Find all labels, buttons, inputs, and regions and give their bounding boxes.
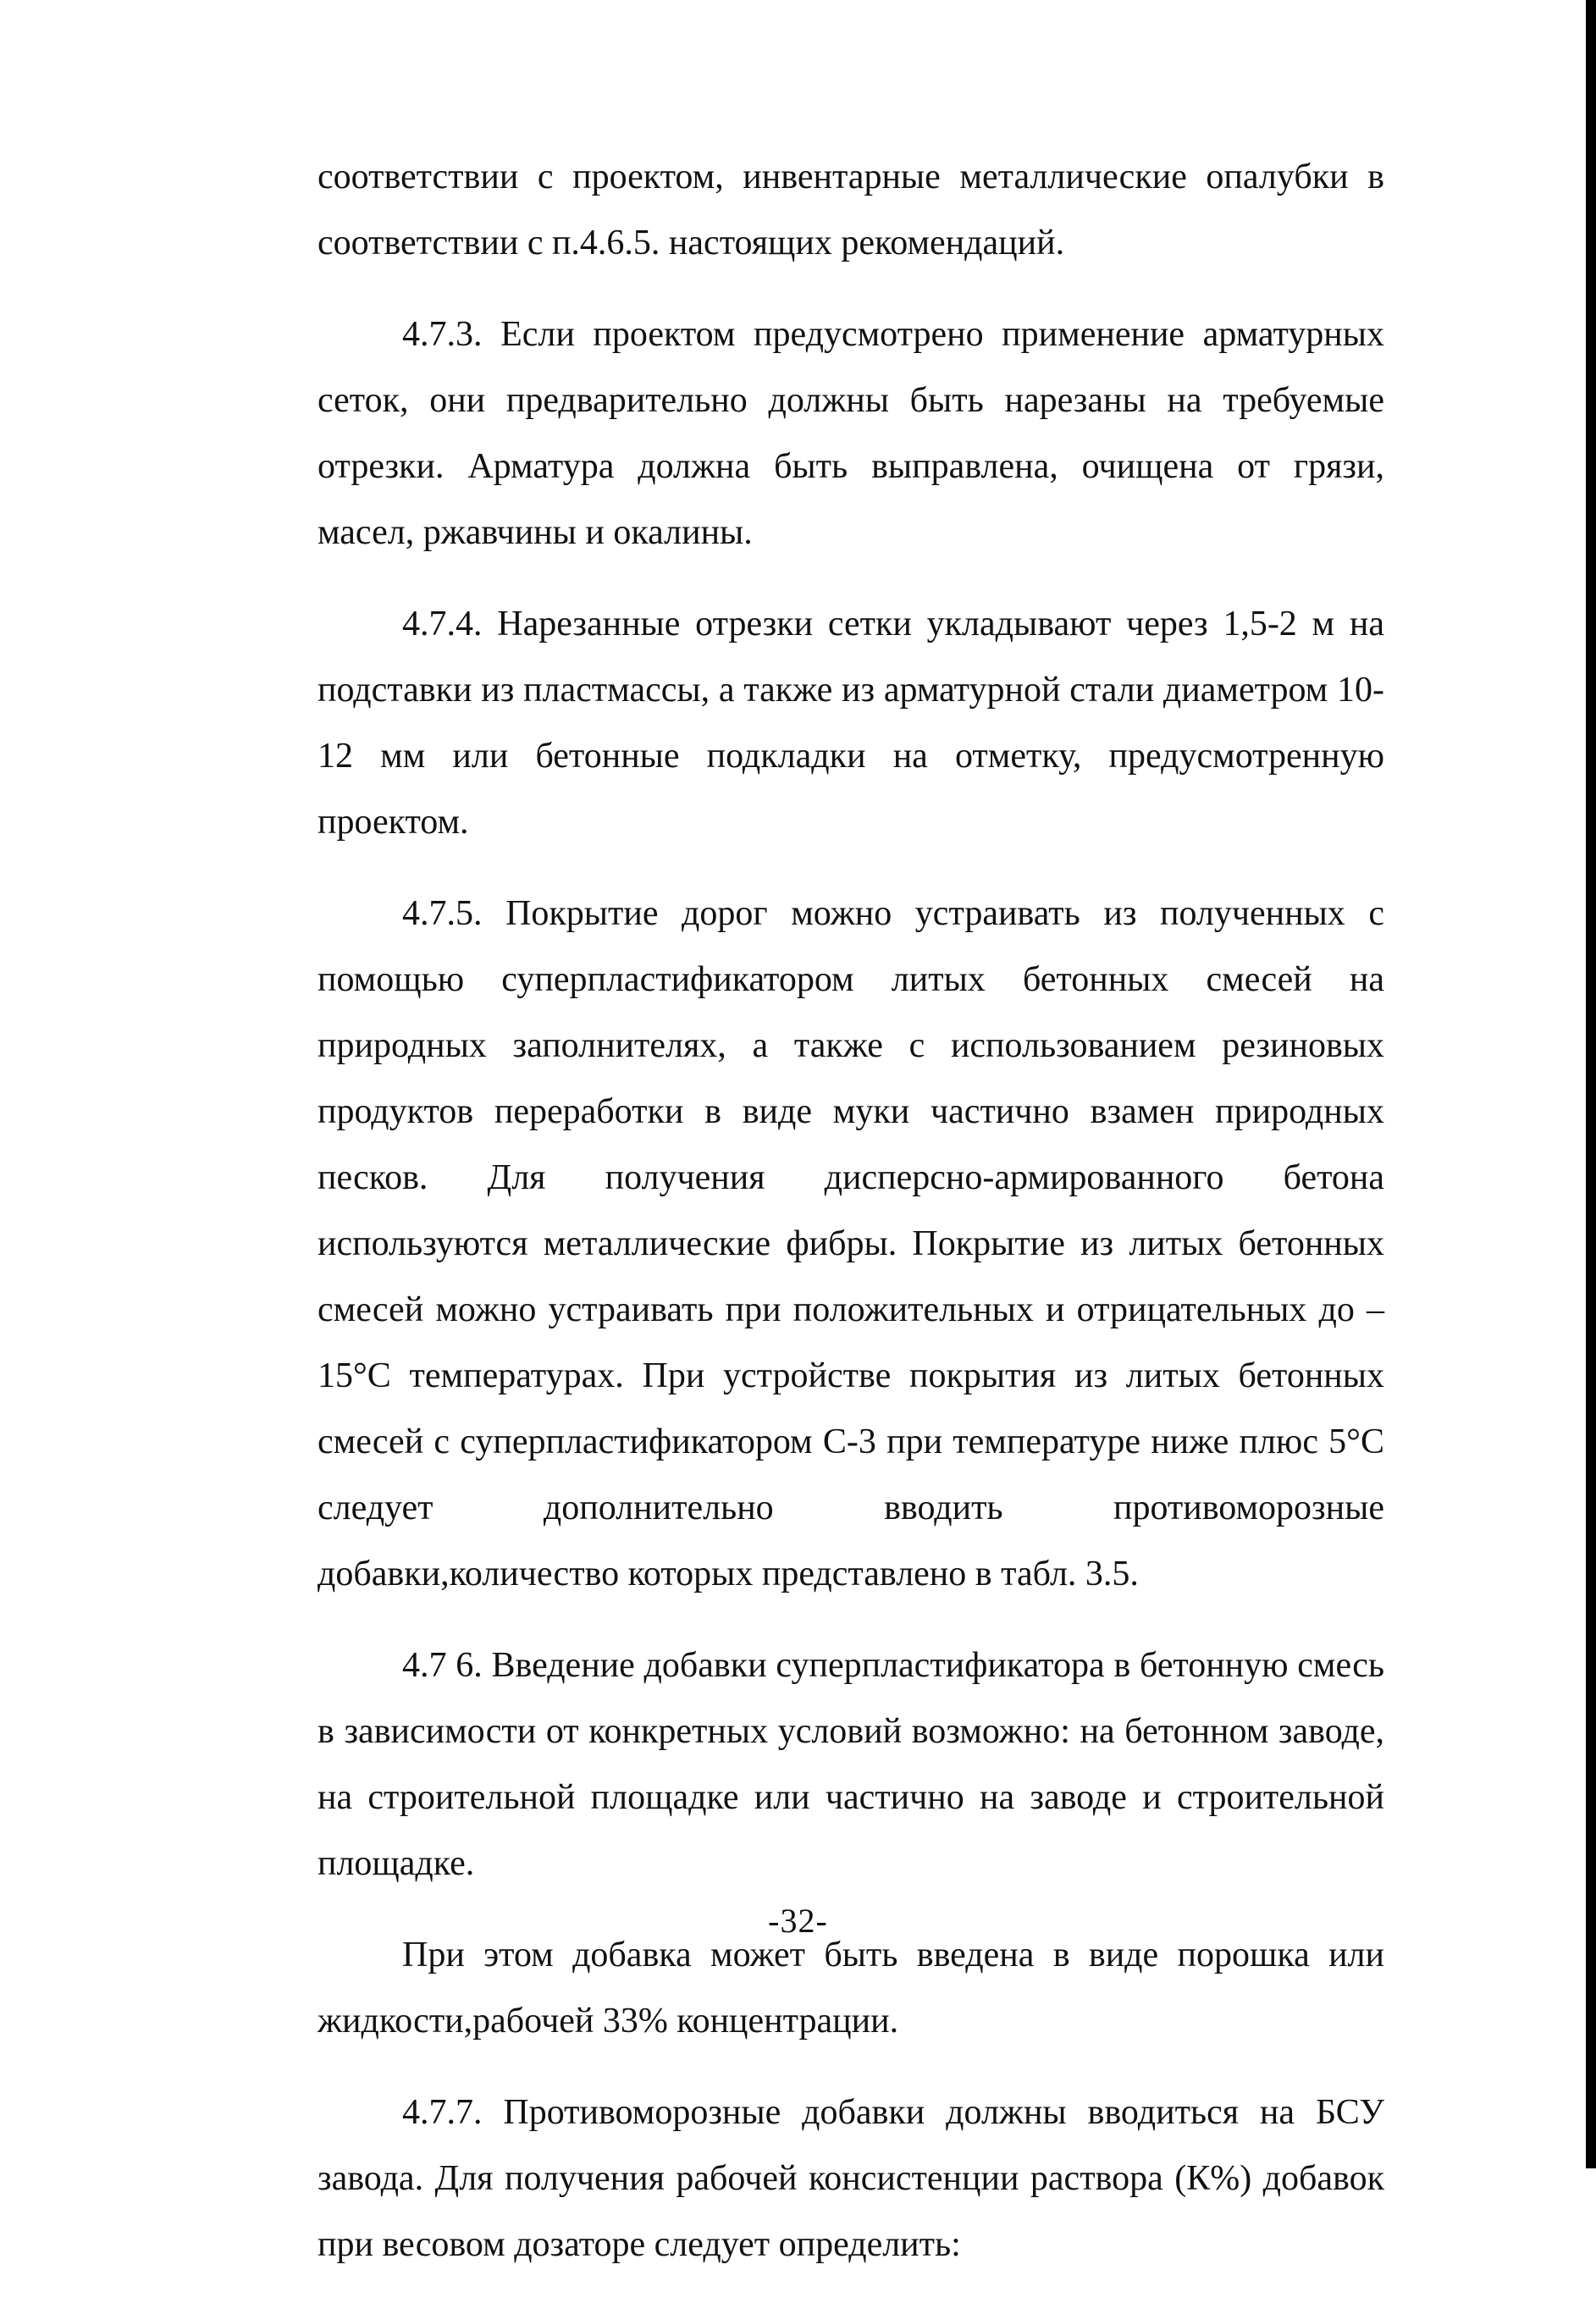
paragraph-4-7-7: 4.7.7. Противоморозные добавки должны вводиться на БСУ завода. Для получения рабочей консистенции раствора (К%) добавок при весовом дозаторе следует определить: — [318, 2093, 1384, 2264]
paragraph-additive-form: При этом добавка может быть введена в виде порошка или жидкости,рабочей 33% концентрации. — [318, 1936, 1384, 2041]
scan-edge-border — [1586, 0, 1596, 2168]
paragraph-4-7-6: 4.7 6. Введение добавки суперпластификатора в бетонную смесь в зависимости от конкретных условий возможно: на бетонном заводе, на строительной площадке или частично на заводе и строительной площадке. — [318, 1646, 1384, 1883]
paragraph-4-7-3: 4.7.3. Если проектом предусмотрено применение арматурных сеток, они предварительно должны быть нарезаны на требуемые отрезки. Арматура должна быть выправлена, очищена от грязи, масел, ржавчины и окалины. — [318, 315, 1384, 552]
paragraph-continuation: соответствии с проектом, инвентарные металлические опалубки в соответствии с п.4.6.5. настоящих рекомендаций. — [318, 157, 1384, 262]
paragraph-4-7-5: 4.7.5. Покрытие дорог можно устраивать из полученных с помощью суперпластификатором литых бетонных смесей на природных заполнителях, а также с использованием резиновых продуктов переработки в виде муки частично взамен природных песков. Для получения дисперсно-армированного бетона используются металлические фибры. Покрытие из литых бетонных смесей можно устраивать при положительных и отрицательных до –15°С температурах. При устройстве покрытия из литых бетонных смесей с суперпластификатором С-3 при температуре ниже плюс 5°С следует дополнительно вводить противоморозные добавки,количество которых представлено в табл. 3.5. — [318, 894, 1384, 1593]
page-number: -32- — [768, 1902, 828, 1940]
paragraph-4-7-4: 4.7.4. Нарезанные отрезки сетки укладывают через 1,5-2 м на подставки из пластмассы, а также из арматурной стали диаметром 10-12 мм или бетонные подкладки на отметку, предусмотренную проектом. — [318, 605, 1384, 842]
document-page — [318, 144, 1384, 2303]
